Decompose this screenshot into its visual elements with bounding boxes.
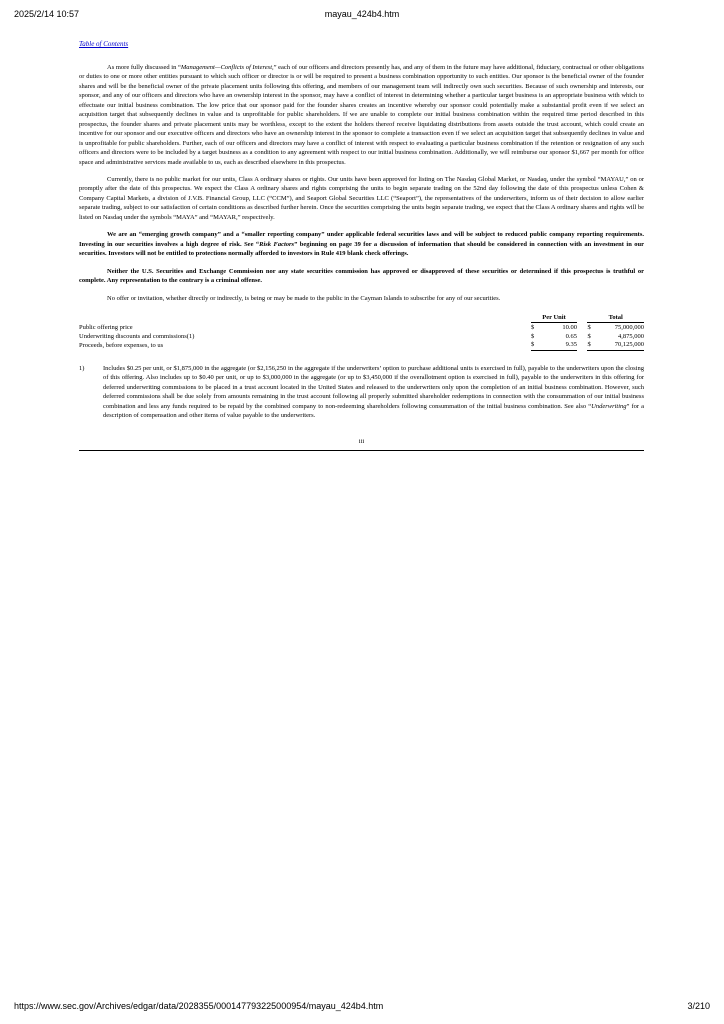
total-value: 70,125,000 [598, 341, 644, 350]
footnote-text-start: Includes $0.25 per unit, or $1,875,000 in the aggregate (or $2,156,250 in the aggregate if the underwriters’ option to purchase additional units is exercised in full), payable to the underwriters upon the closing of this offering. Also includes up to $0.40 per unit, or up to $3,000,000 in the aggregate (or up to $3,450,000 if the overallotment option is exercised in full), payable to the underwriters in this offering for deferred underwriting commissions to be placed in a trust account located in the United States and released to the underwriters only upon the completion of an initial business combination. However, such deferred commissions shall be due solely from amounts remaining in the trust account following all properly submitted shareholder redemptions in connection with the consummation of our initial business combination and less any funds required to be repaid by the combined company to non-redeeming shareholders following consummation of the initial business combination. See also “ [103, 364, 644, 410]
table-row [79, 333, 644, 342]
market-listing-paragraph: Currently, there is no public market for our units, Class A ordinary shares or rights. Our units have been approved for listing on The Nasdaq Global Market, or Nasdaq, under the symbol “MAYAU,” on or promptly after the date of this prospectus. We expect the Class A ordinary shares and rights comprising the units to begin separate trading on the 52nd day following the date of this prospectus unless Cohen & Company Capital Markets, a division of J.V.B. Financial Group, LLC (“CCM”), and Seaport Global Securities LLC (“Seaport”), the representatives of the underwriters, inform us of their decision to allow earlier separate trading, subject to our satisfaction of certain conditions as described further herein. Once the securities comprising the units begin separate trading, we expect that the Class A ordinary shares and rights will be listed on Nasdaq under the symbols “MAYA” and “MAYAR,” respectively. [79, 175, 644, 221]
per-unit-value: 9.35 [541, 341, 577, 350]
total-value: 75,000,000 [614, 324, 644, 332]
offering-table-header [79, 314, 644, 325]
print-datetime: 2025/2/14 10:57 [14, 9, 80, 19]
per-unit-header: Per Unit [531, 314, 577, 325]
print-header [14, 9, 710, 21]
page-divider [79, 450, 644, 451]
table-of-contents-link[interactable]: Table of Contents [79, 40, 129, 48]
sec-disclaimer-paragraph: Neither the U.S. Securities and Exchange Commission nor any state securities commission has approved or disapproved of these securities or determined if this prospectus is truthful or complete. Any representation to the contrary is a criminal offense. [79, 267, 644, 285]
currency-symbol: $ [531, 341, 541, 350]
print-url: https://www.sec.gov/Archives/edgar/data/2028355/000147793225000954/mayau_424b4.htm [14, 1001, 384, 1011]
footnote-marker: 1) [79, 364, 85, 372]
conflicts-text-start: As more fully discussed in “ [107, 64, 181, 71]
conflicts-reference: Management—Conflicts of Interest, [180, 64, 274, 71]
emerging-growth-text-start: We are an “emerging growth company” and a “smaller reporting company” under applicable federal securities laws and will be subject to reduced public company reporting requirements. Investing in our securities involves a high degree of risk. See “ [79, 231, 644, 248]
row-label: Underwriting discounts and commissions(1) [79, 332, 195, 340]
footnote-1 [79, 364, 644, 421]
currency-symbol: $ [531, 332, 535, 340]
total-value: 4,875,000 [618, 332, 644, 340]
currency-symbol: $ [587, 324, 591, 332]
conflicts-text-rest: ” each of our officers and directors presently has, and any of them in the future may have additional, fiduciary, contractual or other obligations or duties to one or more other entities pursuant to which such officer or director is or will be required to present a business combination opportunity to such entities. Our sponsor is the beneficial owner of the founder shares and will be the beneficial owner of the private placement units following this offering, and members of our management team will indirectly own such securities. Because of such ownership and interests, our sponsor, and any of our officers and directors who have an ownership interest in the sponsor, may have a conflict of interest in determining whether a particular target business is an appropriate business with which to effectuate our initial business combination. The low price that our sponsor paid for the founder shares creates an incentive whereby our sponsor could potentially make a substantial profit even if we select an acquisition target that subsequently declines in value and is unprofitable for public shareholders. If we are unable to complete our initial business combination within the required time period described in this prospectus, the founder shares and private placement units may be worthless, except to the extent the holders thereof receive liquidating distributions from assets outside the trust account, which could create an incentive for our sponsor and our executive officers and directors who have an ownership interest in the sponsor to complete a transaction even if we select an acquisition target that subsequently declines in value and is unprofitable for public shareholders. Further, each of our officers and directors may have a conflict of interest with respect to evaluating a particular business combination if the retention or resignation of any such officers and directors were to be included by a target business as a condition to any agreement with respect to our initial business combination. Additionally, we will reimburse our sponsor $1,667 per month for office space and administrative services made available to us, each as described elsewhere in this prospectus. [79, 64, 644, 166]
emerging-growth-paragraph [79, 230, 644, 258]
table-row [79, 341, 644, 350]
print-footer [14, 1001, 710, 1013]
cayman-notice-paragraph: No offer or invitation, whether directly or indirectly, is being or may be made to the public in the Cayman Islands to subscribe for any of our securities. [107, 294, 501, 302]
table-row [79, 324, 644, 333]
emerging-growth-text-rest: ” beginning on page 39 for a discussion of information that should be considered in connection with an investment in our securities. Investors will not be entitled to protections normally afforded to investors in Rule 419 blank check offerings. [79, 240, 644, 258]
risk-factors-reference: Risk Factors [259, 240, 295, 248]
total-header: Total [587, 314, 644, 325]
underwriting-reference: Underwriting [591, 402, 627, 410]
document-body [79, 33, 644, 451]
per-unit-value: 0.65 [565, 332, 578, 340]
print-doc-title: mayau_424b4.htm [324, 9, 400, 19]
currency-symbol: $ [587, 341, 597, 350]
currency-symbol: $ [587, 332, 591, 340]
conflicts-paragraph [79, 63, 644, 167]
currency-symbol: $ [531, 324, 535, 332]
footnote-text-rest: ” for a description of compensation and other items of value payable to the underwriters. [103, 402, 644, 420]
print-page-indicator: 3/210 [687, 1001, 710, 1011]
row-label: Public offering price [79, 324, 133, 332]
row-label: Proceeds, before expenses, to us [79, 341, 164, 349]
page-number: iii [358, 437, 365, 445]
per-unit-value: 10.00 [562, 324, 578, 332]
offering-table [79, 314, 644, 351]
footnote-text [103, 364, 644, 421]
